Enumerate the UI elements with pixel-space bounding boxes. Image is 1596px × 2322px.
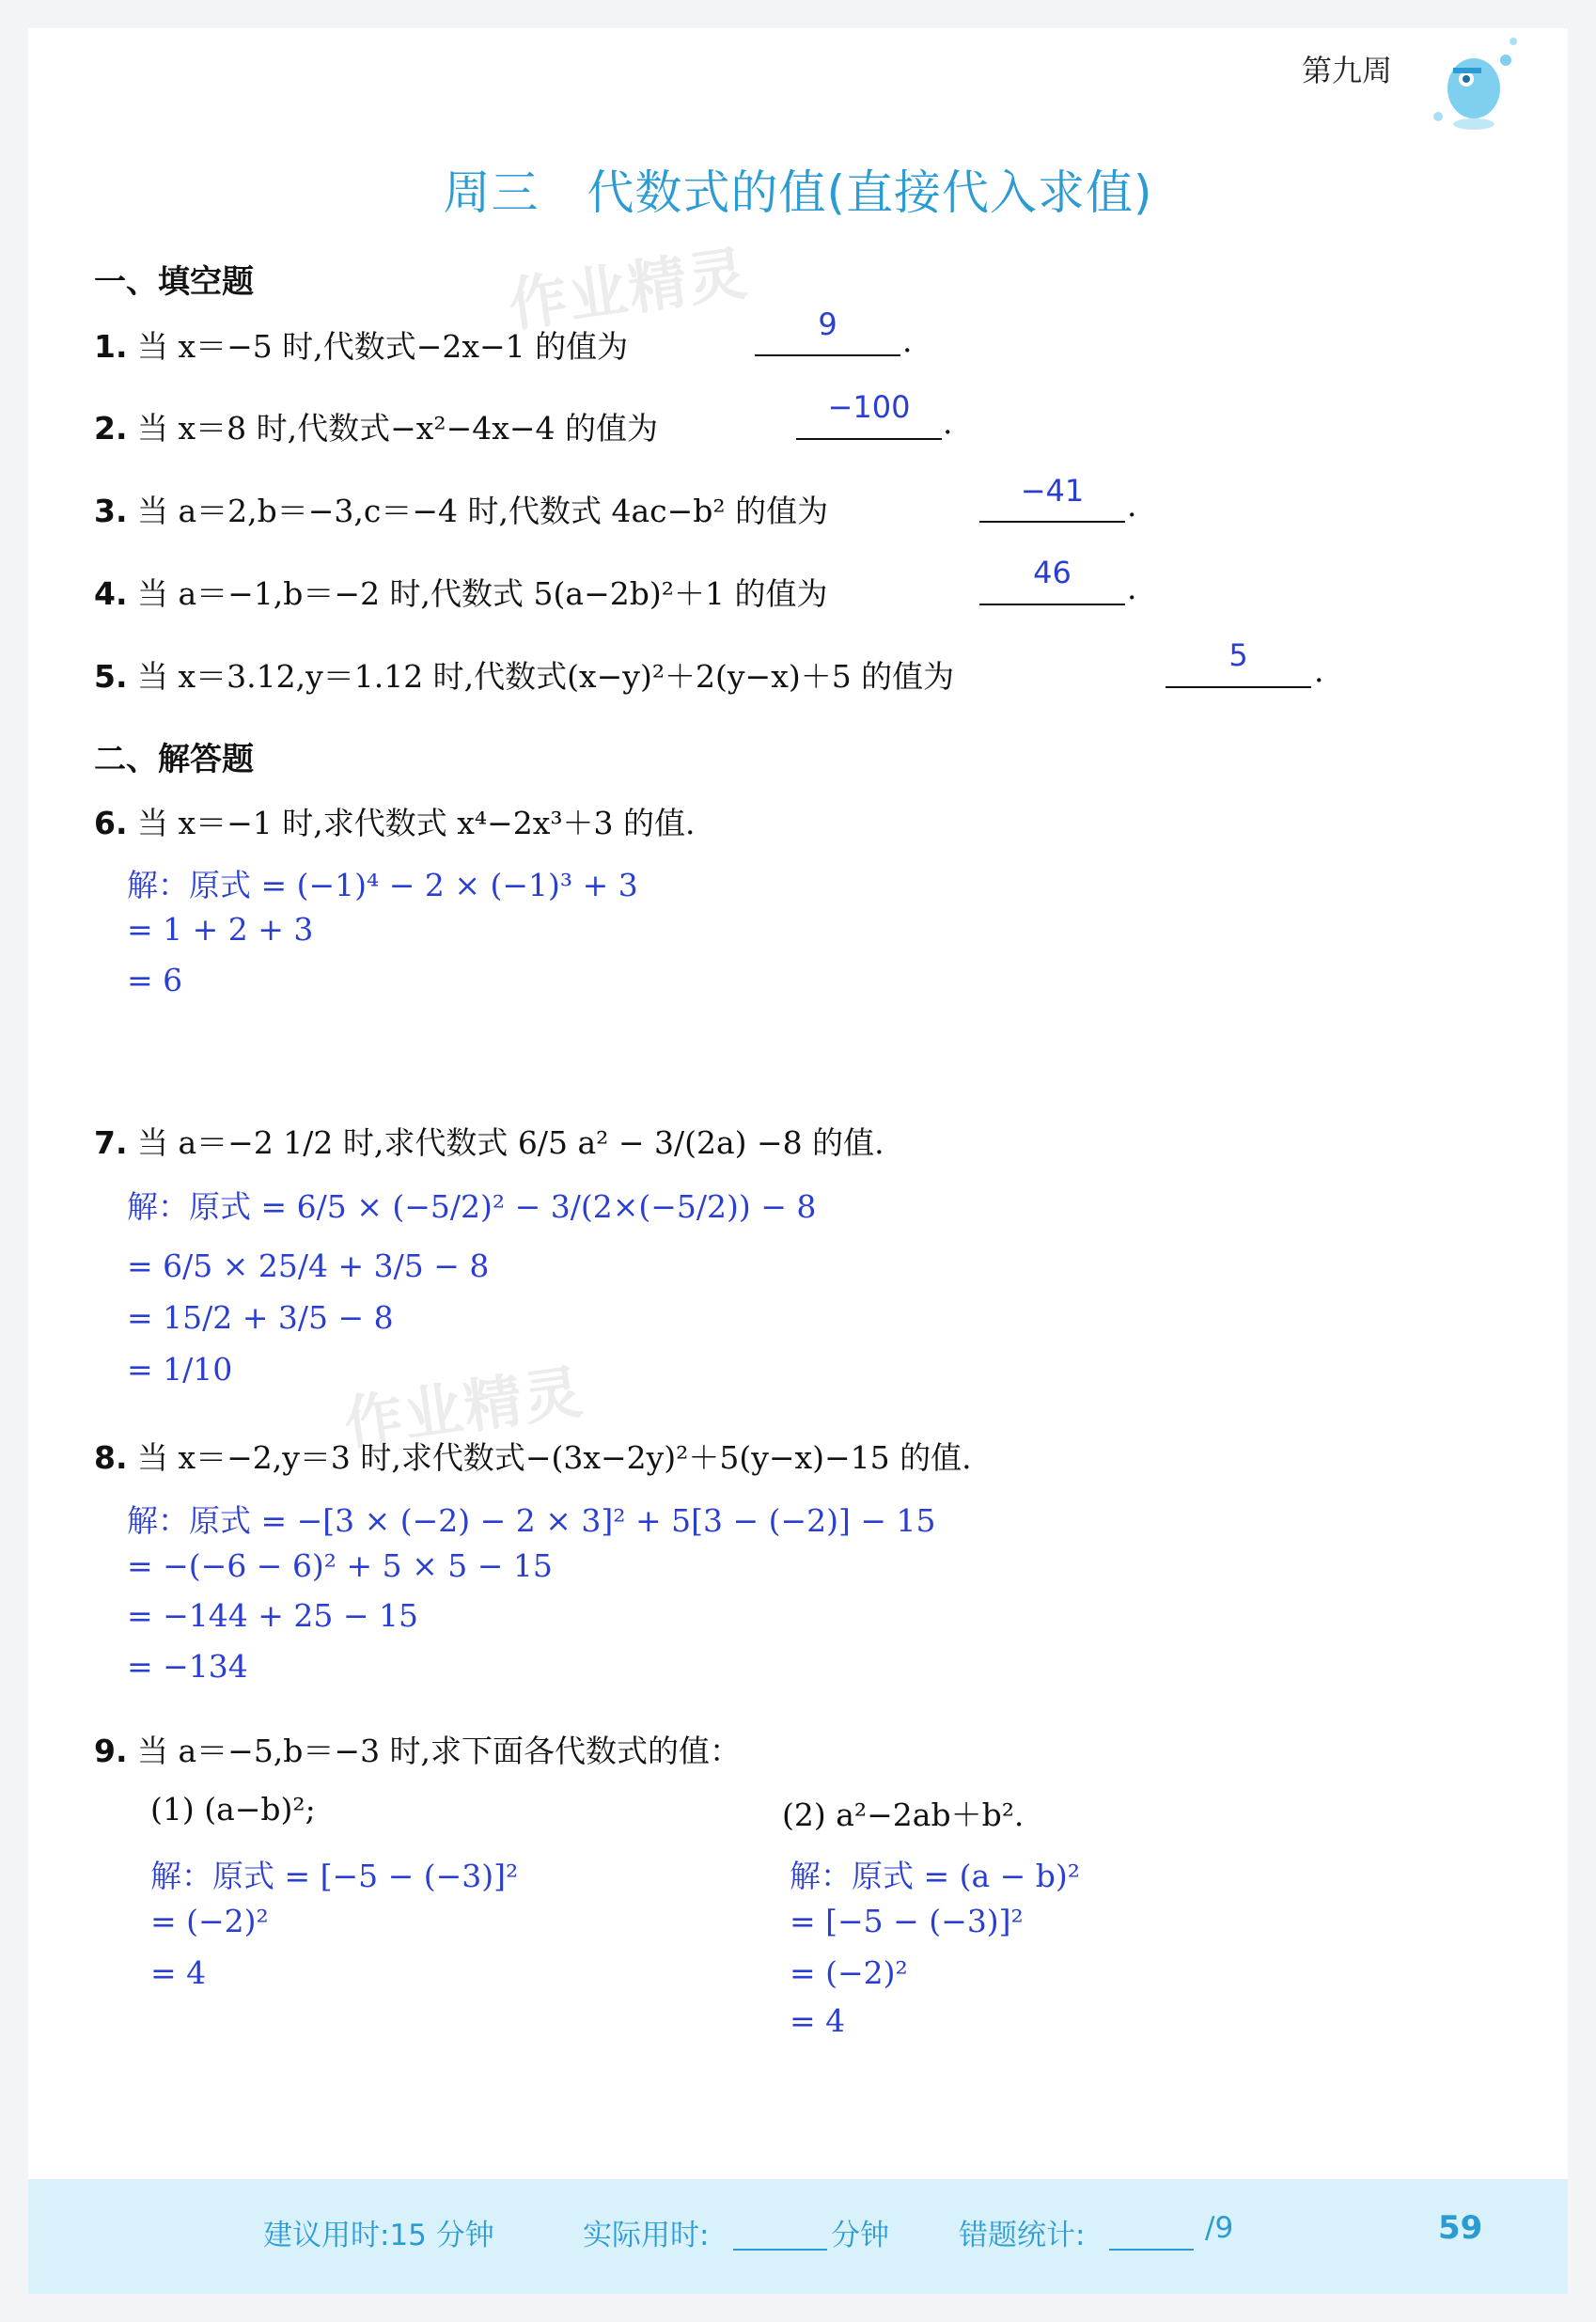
actual-time-unit: 分钟 — [831, 2219, 889, 2252]
answer-blank — [796, 438, 942, 440]
watermark: 作业精灵 — [339, 1357, 588, 1459]
question-5 — [94, 652, 954, 697]
solution-line: 解：原式 = (a − b)² — [790, 1858, 1081, 1894]
error-count-total: /9 — [1205, 2211, 1234, 2245]
question-number: 2. — [94, 410, 128, 447]
question-text: 当 a＝2,b＝−3,c＝−4 时,代数式 4ac−b² 的值为 — [137, 493, 829, 529]
answer-blank — [1166, 686, 1311, 688]
question-text: 当 x＝3.12,y＝1.12 时,代数式(x−y)²＋2(y−x)＋5 的值为 — [137, 658, 955, 695]
error-count-label: 错题统计: — [959, 2219, 1086, 2252]
question-text: 当 x＝−5 时,代数式−2x−1 的值为 — [137, 328, 629, 365]
mascot-icon — [1419, 23, 1532, 154]
question-1 — [94, 322, 628, 367]
solution-line: 解：原式 = 6/5 × (−5/2)² − 3/(2×(−5/2)) − 8 — [127, 1188, 817, 1225]
question-text: 当 a＝−5,b＝−3 时,求下面各代数式的值： — [137, 1733, 742, 1769]
week-label: 第九周 — [1302, 53, 1393, 88]
question-2 — [94, 404, 658, 448]
question-text: 当 x＝−2,y＝3 时,求代数式−(3x−2y)²＋5(y−x)−15 的值. — [137, 1439, 972, 1476]
solution-line: = [−5 − (−3)]² — [790, 1903, 1024, 1939]
solution-line: = (−2)² — [790, 1954, 908, 1991]
question-text: 当 x＝−1 时,求代数式 x⁴−2x³＋3 的值. — [137, 805, 696, 841]
answer-blank — [979, 521, 1125, 523]
solution-line: = −144 + 25 − 15 — [127, 1597, 419, 1634]
solution-line: = 15/2 + 3/5 − 8 — [127, 1299, 394, 1336]
error-count-blank[interactable] — [1109, 2249, 1194, 2251]
solution-line: = −(−6 − 6)² + 5 × 5 − 15 — [127, 1547, 553, 1584]
question-number: 4. — [94, 575, 128, 612]
question-3 — [94, 487, 828, 531]
question-text: 当 a＝−1,b＝−2 时,代数式 5(a−2b)²＋1 的值为 — [137, 575, 828, 612]
answer-blank — [755, 354, 900, 356]
solution-line: = 4 — [150, 1954, 207, 1991]
actual-time-label: 实际用时: — [583, 2219, 710, 2252]
question-text: 当 a＝−2 1/2 时,求代数式 6/5 a² − 3/(2a) −8 的值. — [137, 1124, 884, 1161]
section-heading-fill: 一、填空题 — [94, 263, 254, 301]
question-9 — [94, 1727, 741, 1771]
actual-time-blank[interactable] — [733, 2249, 827, 2251]
part-2-label: (2) a²−2ab＋b². — [782, 1796, 1025, 1833]
solution-line: = 6/5 × 25/4 + 3/5 − 8 — [127, 1247, 490, 1284]
period: . — [1127, 570, 1137, 606]
answer-1: 9 — [818, 306, 837, 342]
question-6 — [94, 799, 696, 843]
answer-2: −100 — [827, 389, 911, 425]
question-number: 5. — [94, 658, 128, 695]
question-8 — [94, 1434, 972, 1478]
question-text: 当 x＝8 时,代数式−x²−4x−4 的值为 — [137, 410, 658, 447]
watermark: 作业精灵 — [504, 238, 753, 340]
suggested-time: 建议用时:15 分钟 — [263, 2219, 494, 2252]
solution-line: 解：原式 = −[3 × (−2) − 2 × 3]² + 5[3 − (−2)] − 15 — [127, 1502, 936, 1539]
solution-line: = (−2)² — [150, 1903, 269, 1939]
period: . — [1314, 652, 1324, 689]
question-number: 9. — [94, 1733, 128, 1769]
question-7 — [94, 1119, 884, 1163]
period: . — [1127, 487, 1137, 524]
part-1-label: (1) (a−b)²; — [150, 1791, 316, 1828]
footer-bar — [28, 2179, 1568, 2294]
question-number: 8. — [94, 1439, 128, 1476]
solution-line: = 4 — [790, 2002, 846, 2039]
solution-line: 解：原式 = (−1)⁴ − 2 × (−1)³ + 3 — [127, 867, 638, 903]
answer-4: 46 — [1033, 555, 1072, 590]
page-number: 59 — [1438, 2209, 1483, 2247]
question-number: 3. — [94, 493, 128, 529]
solution-line: = 1/10 — [127, 1351, 233, 1388]
solution-line: 解：原式 = [−5 − (−3)]² — [150, 1858, 519, 1894]
answer-5: 5 — [1228, 637, 1248, 673]
answer-blank — [979, 604, 1125, 605]
answer-3: −41 — [1020, 473, 1085, 509]
question-number: 1. — [94, 328, 128, 365]
question-number: 6. — [94, 805, 128, 841]
period: . — [943, 404, 953, 441]
period: . — [902, 322, 913, 359]
solution-line: = −134 — [127, 1648, 248, 1685]
solution-line: = 1 + 2 + 3 — [127, 911, 314, 948]
page-title: 周三 代数式的值(直接代入求值) — [443, 165, 1153, 220]
section-heading-solve: 二、解答题 — [94, 741, 254, 778]
question-number: 7. — [94, 1124, 128, 1161]
solution-line: = 6 — [127, 962, 183, 998]
question-4 — [94, 570, 827, 614]
